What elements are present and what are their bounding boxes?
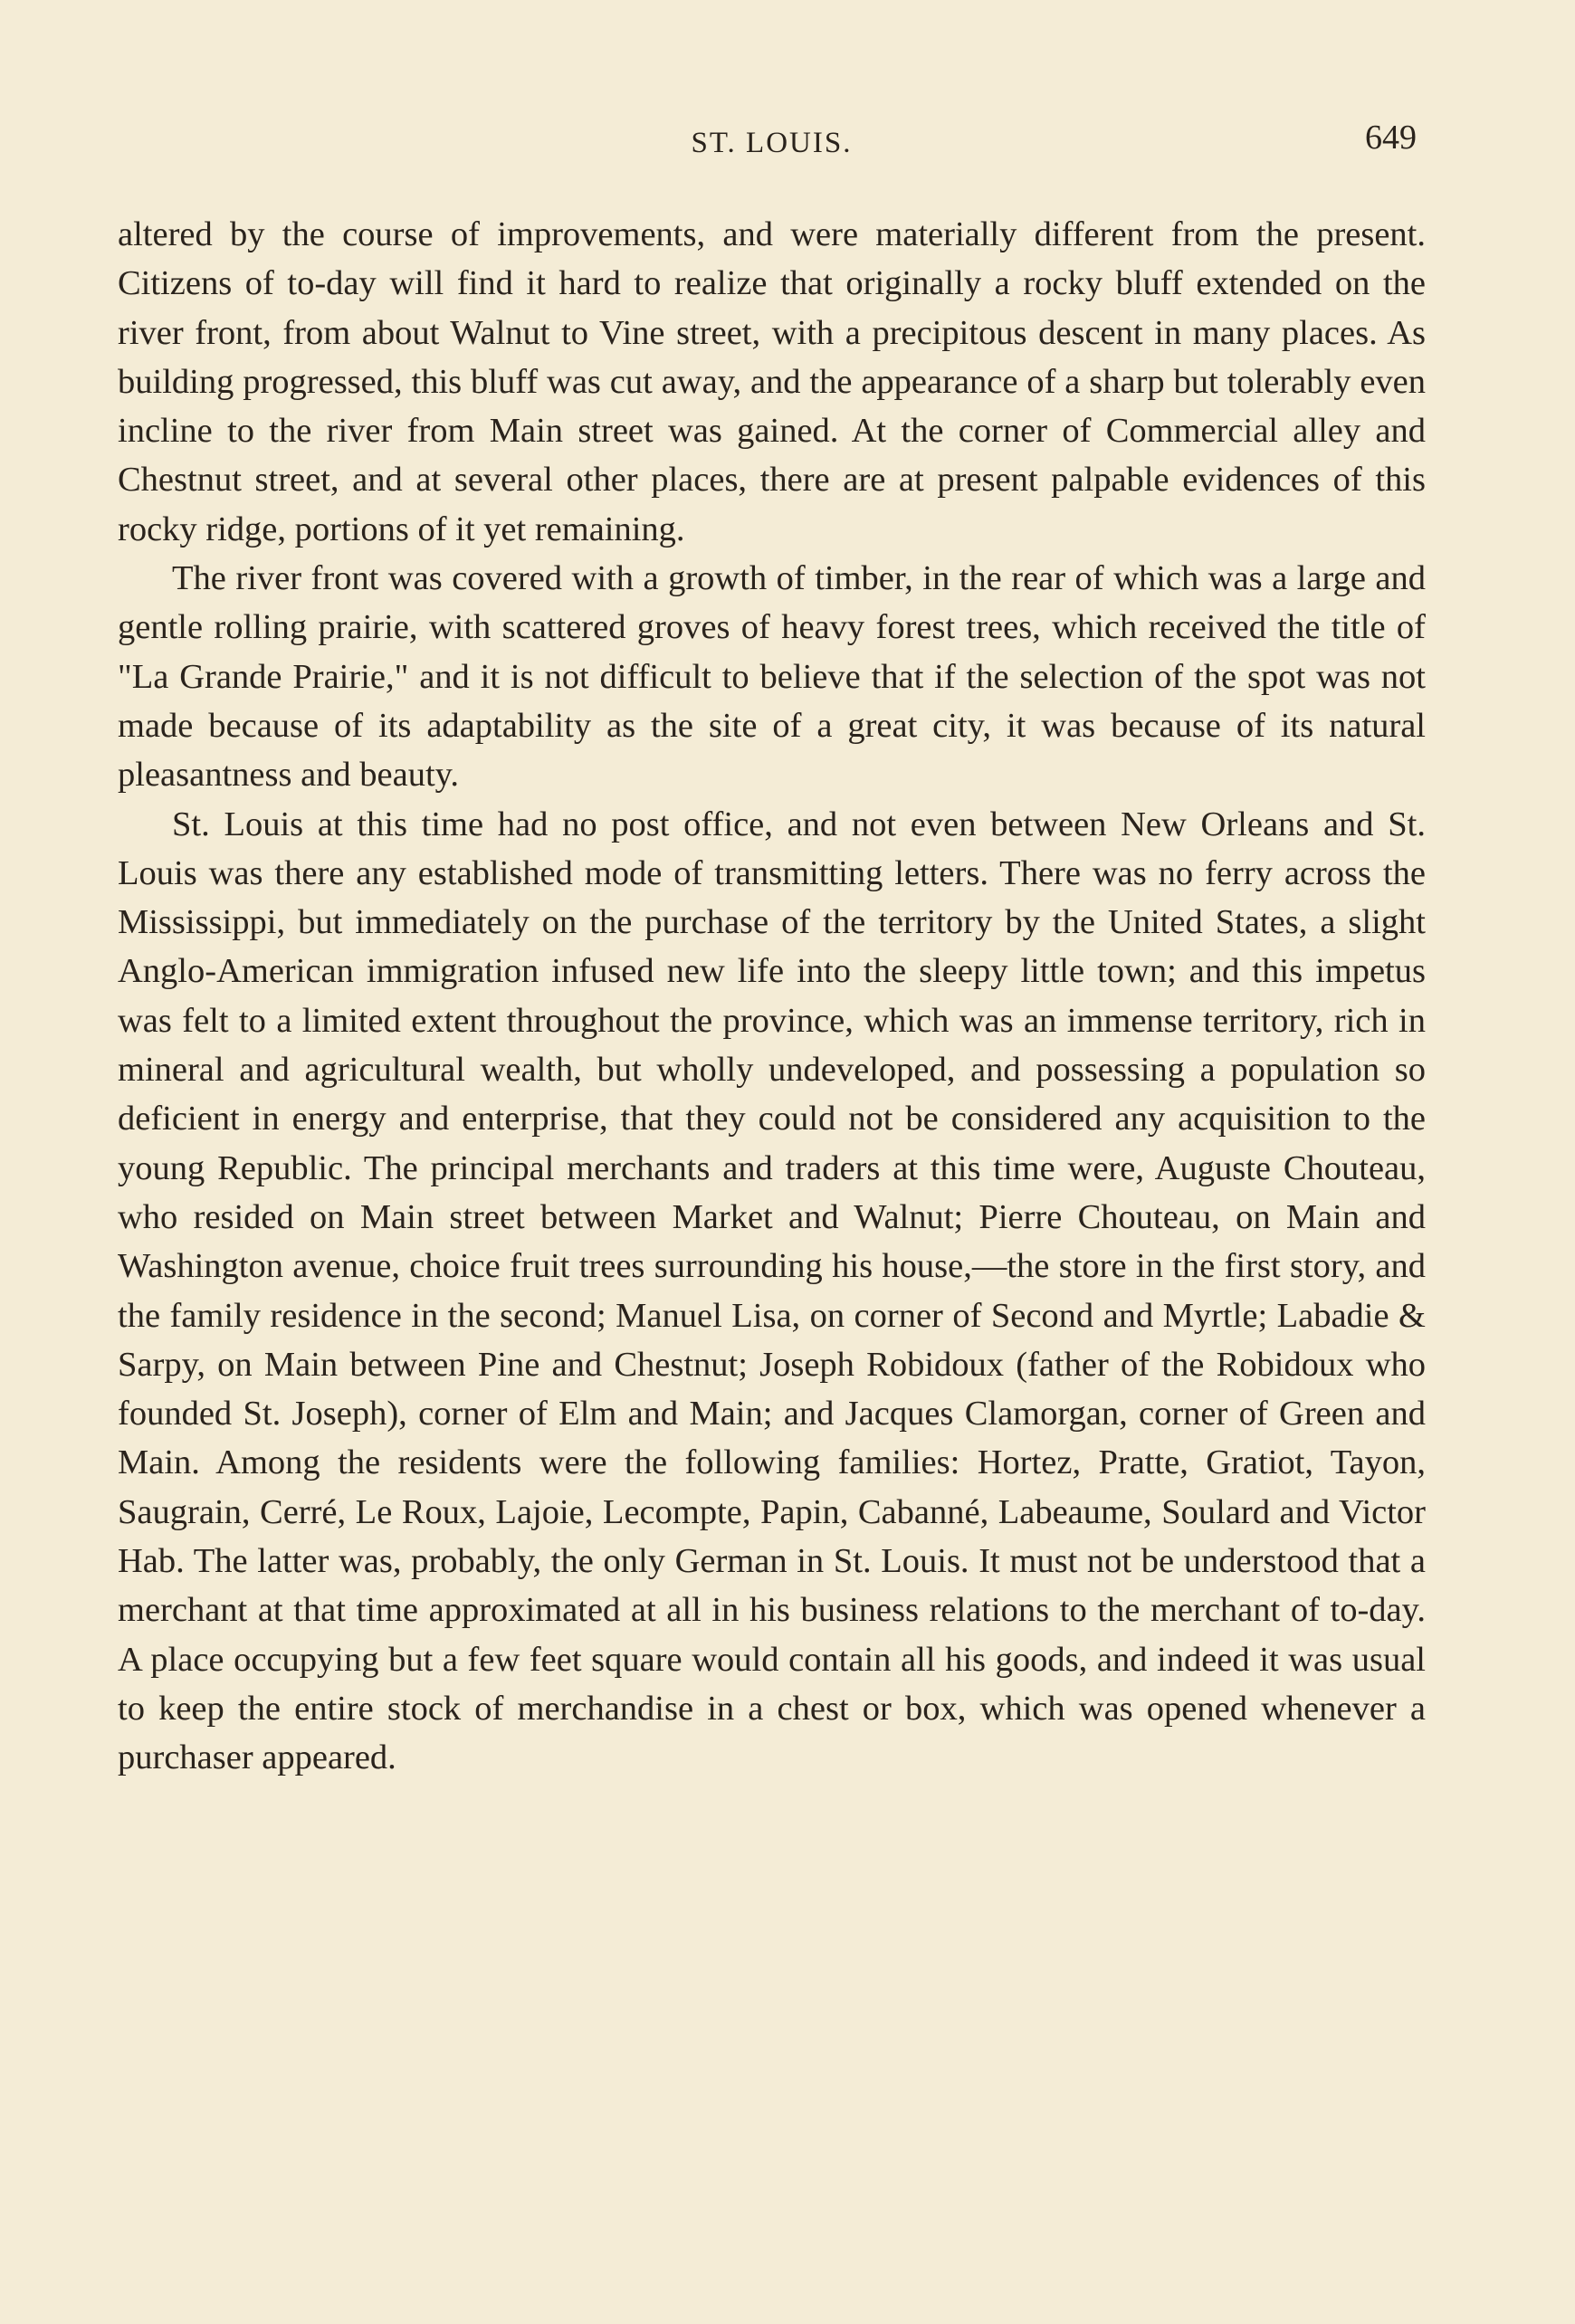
page-number: 649 [1365, 119, 1417, 157]
paragraph-merchants: St. Louis at this time had no post office, and not even between New Orleans and St. Louis was there any established mode of transmitting letters. There was no ferry across the Mississippi, but immediately on the purchase of the territory by the United States, a slight Anglo-American immigration infused new life into the sleepy little town; and this impetus was felt to a limited extent throughout the province, which was an immense territory, rich in mineral and agricultural wealth, but wholly undeveloped, and possessing a population so deficient in energy and enterprise, that they could not be considered any acquisition to the young Republic. The principal merchants and traders at this time were, Auguste Chouteau, who resided on Main street between Market and Walnut; Pierre Chouteau, on Main and Washington avenue, choice fruit trees surrounding his house,—the store in the first story, and the family residence in the second; Manuel Lisa, on corner of Second and Myrtle; Labadie & Sarpy, on Main between Pine and Chestnut; Joseph Robidoux (father of the Robidoux who founded St. Joseph), corner of Elm and Main; and Jacques Clamorgan, corner of Green and Main. Among the residents were the following families: Hortez, Pratte, Gratiot, Tayon, Saugrain, Cerré, Le Roux, Lajoie, Lecompte, Papin, Cabanné, Labeaume, Soulard and Victor Hab. The latter was, probably, the only German in St. Louis. It must not be understood that a merchant at that time approximated at all in his business relations to the merchant of to-day. A place occupying but a few feet square would contain all his goods, and indeed it was usual to keep the entire stock of merchandise in a chest or box, which was opened whenever a purchaser appeared. [118, 805, 1426, 1777]
page-header [118, 118, 1426, 172]
running-head: ST. LOUIS. [691, 127, 853, 159]
body-text [118, 210, 1426, 1783]
paragraph-continued: altered by the course of improvements, and were materially different from the present. Citizens of to-day will find it hard to realize that originally a rocky bluff extended on the river front, from about Walnut to Vine street, with a precipitous descent in many places. As building progressed, this bluff was cut away, and the appearance of a sharp but tolerably even incline to the river from Main street was gained. At the corner of Commercial alley and Chestnut street, and at several other places, there are at present palpable evidences of this rocky ridge, portions of it yet remaining. [118, 215, 1426, 548]
paragraph-river-front: The river front was covered with a growth of timber, in the rear of which was a large and gentle rolling prairie, with scattered groves of heavy forest trees, which received the title of "La Grande Prairie," and it is not difficult to believe that if the selection of the spot was not made because of its adaptability as the site of a great city, it was because of its natural pleasantness and beauty. [118, 559, 1426, 795]
